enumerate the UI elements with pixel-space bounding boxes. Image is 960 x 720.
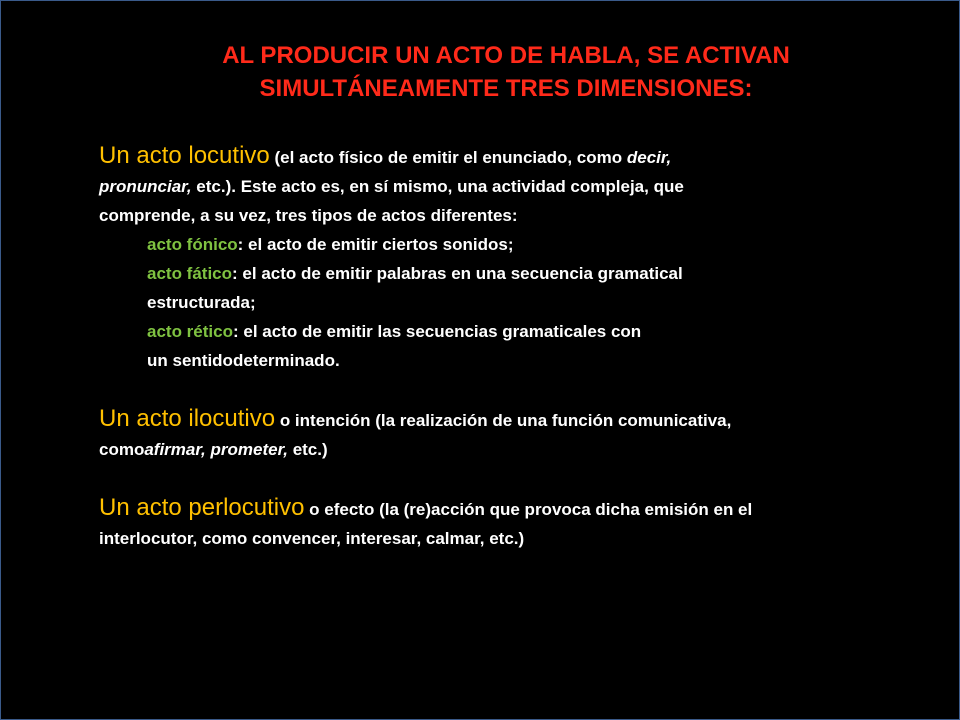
ilocutivo-text-1: o intención (la realización de una función comunicativa, [275, 411, 732, 430]
spacer [99, 464, 919, 493]
locutivo-heading: Un acto locutivo [99, 142, 270, 169]
fatico-term: acto fático [147, 264, 233, 283]
spacer [99, 375, 919, 404]
fonico-text: : el acto de emitir ciertos sonidos; [237, 235, 514, 254]
ilocutivo-heading: Un acto ilocutivo [99, 405, 276, 432]
ilocutivo-line-1 [99, 404, 919, 435]
locutivo-text-2a: pronunciar, [99, 177, 192, 196]
ilocutivo-text-2a: como [99, 440, 145, 459]
title-line-1: AL PRODUCIR UN ACTO DE HABLA, SE ACTIVAN [222, 42, 790, 69]
locutivo-line-3: comprende, a su vez, tres tipos de actos diferentes: [99, 206, 518, 225]
fonico-item [99, 230, 919, 259]
perlocutivo-line-1 [99, 493, 919, 524]
retico-text-2: un sentidodeterminado. [147, 351, 340, 370]
retico-item [99, 317, 919, 346]
fatico-item [99, 259, 919, 288]
retico-text: : el acto de emitir las secuencias gramaticales con [232, 322, 642, 341]
ilocutivo-line-2 [99, 435, 919, 464]
perlocutivo-heading: Un acto perlocutivo [99, 494, 305, 521]
locutivo-text-1a: (el acto físico de emitir el enunciado, como [269, 148, 627, 167]
locutivo-line-1 [99, 141, 919, 172]
perlocutivo-text-1: o efecto (la (re)acción que provoca dicha emisión en el [304, 500, 753, 519]
slide-body [99, 141, 919, 553]
fatico-text: : el acto de emitir palabras en una secuencia gramatical [232, 264, 683, 283]
slide-title [101, 39, 911, 105]
fatico-text-2: estructurada; [147, 293, 256, 312]
fonico-term: acto fónico [147, 235, 238, 254]
title-line-2: SIMULTÁNEAMENTE TRES DIMENSIONES: [259, 75, 753, 102]
locutivo-text-1b: decir, [626, 148, 672, 167]
perlocutivo-line-2: interlocutor, como convencer, interesar, calmar, etc.) [99, 529, 525, 548]
locutivo-line-2 [99, 172, 919, 201]
retico-term: acto rético [147, 322, 233, 341]
ilocutivo-text-2c: etc.) [287, 440, 328, 459]
ilocutivo-text-2b: afirmar, prometer, [144, 440, 288, 459]
locutivo-text-2b: etc.). Este acto es, en sí mismo, una actividad compleja, que [191, 177, 684, 196]
